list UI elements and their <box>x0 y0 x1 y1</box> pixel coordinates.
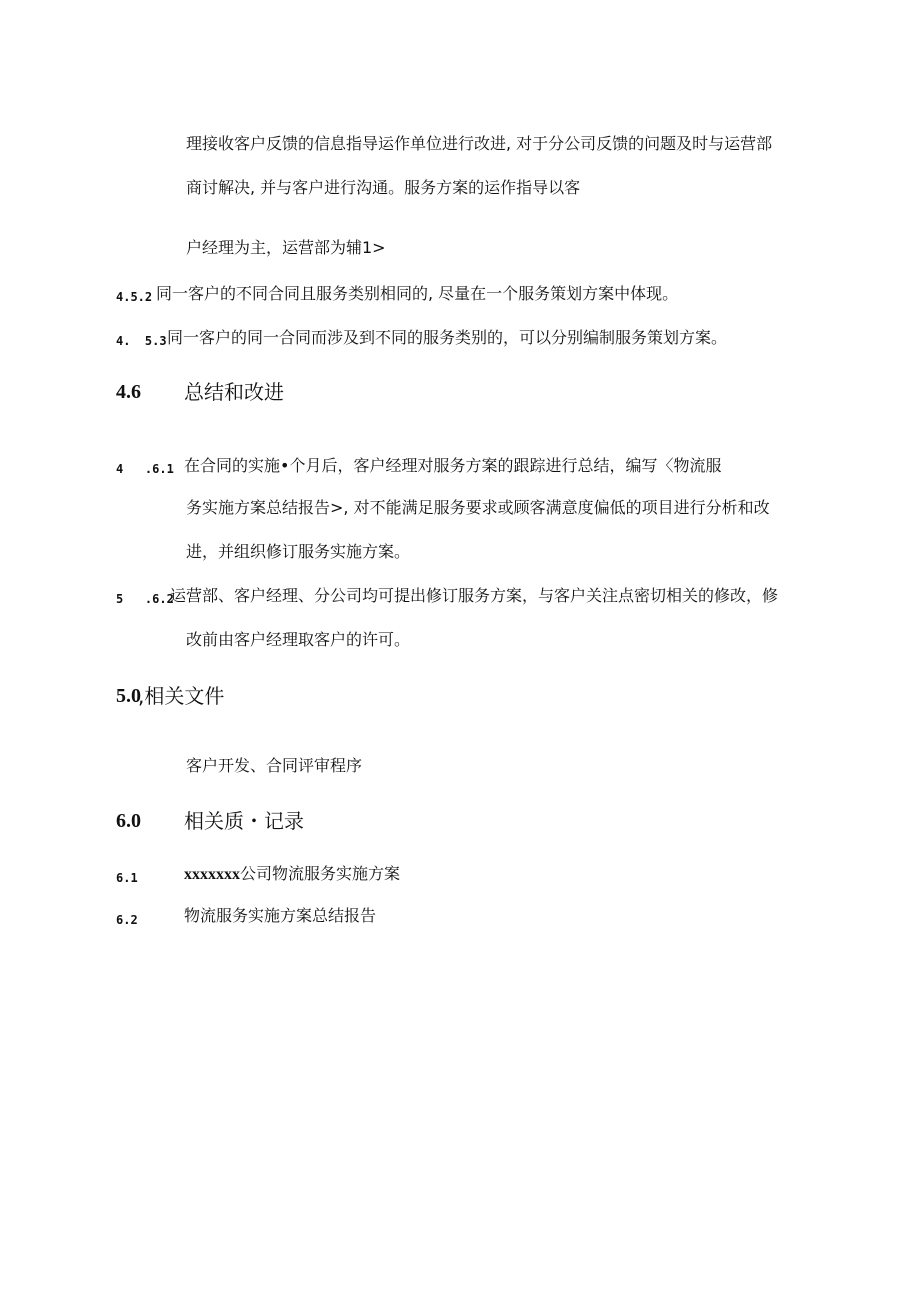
clause-number: 4. 5.3 <box>116 334 167 348</box>
record-item <box>184 906 376 927</box>
section-body: 客户开发、合同评审程序 <box>186 756 363 775</box>
clause-text: 进，并组织修订服务实施方案。 <box>186 542 411 561</box>
clause-number: 4.5.2 <box>116 290 153 304</box>
clause-text: 务实施方案总结报告>, 对不能满足服务要求或顾客满意度偏低的项目进行分析和改 <box>186 498 770 517</box>
clause-text: 运营部、客户经理、分公司均可提出修订服务方案，与客户关注点密切相关的修改，修 <box>170 586 779 605</box>
record-title: 公司物流服务实施方案 <box>240 864 401 883</box>
paragraph-line: 理接收客户反馈的信息指导运作单位进行改进, 对于分公司反馈的问题及时与运营部 <box>186 134 773 153</box>
record-number: 6.2 <box>116 913 138 927</box>
section-number: 6.0 <box>116 810 141 832</box>
section-number: 5.0 <box>116 685 141 707</box>
paragraph-line: 商讨解决, 并与客户进行沟通。服务方案的运作指导以客 <box>186 178 581 197</box>
record-number: 6.1 <box>116 871 138 885</box>
clause-text: 在合同的实施•个月后，客户经理对服务方案的跟踪进行总结，编写〈物流服 <box>184 456 722 475</box>
paragraph-line: 户经理为主，运营部为辅1> <box>186 238 386 257</box>
record-item <box>184 864 400 885</box>
record-title: 物流服务实施方案总结报告 <box>184 906 377 925</box>
clause-number: 4 .6.1 <box>116 462 174 476</box>
section-title: 总结和改进 <box>184 380 284 404</box>
section-title: ,相关文件 <box>138 684 225 708</box>
record-prefix: xxxxxxx <box>184 866 240 883</box>
clause-number: 5 .6.2 <box>116 592 174 606</box>
section-number: 4.6 <box>116 381 141 403</box>
clause-text: 同一客户的同一合同而涉及到不同的服务类别的，可以分别编制服务策划方案。 <box>167 328 728 347</box>
clause-text: 改前由客户经理取客户的许可。 <box>186 630 411 649</box>
section-title: 相关质・记录 <box>184 809 304 833</box>
clause-text: 同一客户的不同合同且服务类别相同的, 尽量在一个服务策划方案中体现。 <box>156 284 679 303</box>
